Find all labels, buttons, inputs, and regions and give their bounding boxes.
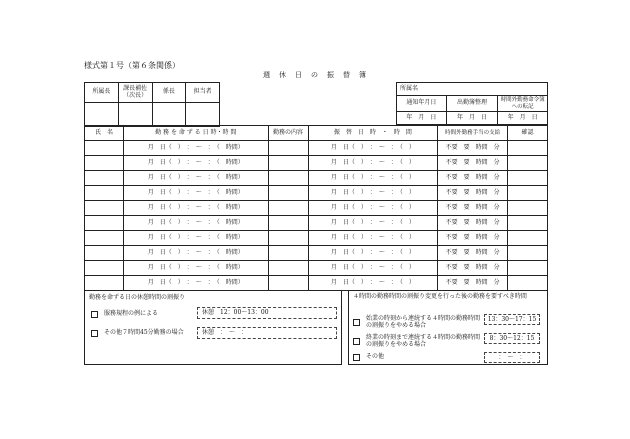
confirm-cell[interactable] [508, 246, 548, 261]
confirm-cell[interactable] [508, 186, 548, 201]
r-opt1-label: 始業の時刻から連続する４時間の勤務時間の割振りをやめる場合 [366, 315, 481, 329]
table-row [85, 246, 548, 261]
table-row [85, 156, 548, 171]
work-order-cell[interactable]: 月 日（ ） ： 〜 ： （ 時間） [123, 231, 268, 246]
department-label: 所属名 [397, 83, 548, 96]
content-cell[interactable] [268, 216, 308, 231]
stamp-cell[interactable] [152, 103, 186, 127]
table-row [85, 171, 548, 186]
r-opt3-value[interactable]: ： 〜 ： [484, 352, 540, 363]
confirm-cell[interactable] [508, 171, 548, 186]
r-opt3-checkbox[interactable] [353, 354, 360, 361]
form-number: 様式第１号（第６条関係） [84, 61, 180, 70]
r-opt2-label: 終業の時刻まで連続する４時間の勤務時間の割振りをやめる場合 [366, 334, 481, 348]
transfer-table [84, 125, 548, 291]
r-opt2-checkbox[interactable] [353, 338, 360, 345]
stamp-cell[interactable] [186, 103, 220, 127]
table-row [85, 201, 548, 216]
content-cell[interactable] [268, 261, 308, 276]
name-cell[interactable] [85, 156, 124, 171]
work-order-cell[interactable]: 月 日（ ） ： 〜 ： （ 時間） [123, 171, 268, 186]
content-cell[interactable] [268, 156, 308, 171]
work-order-cell[interactable]: 月 日（ ） ： 〜 ： （ 時間） [123, 246, 268, 261]
overtime-cell[interactable]: 不要 要 時間 分 [438, 186, 508, 201]
reassign-time-box [348, 290, 548, 365]
col-work-order-header: 勤 務 を 命 ず る 日 時・時 間 [123, 126, 268, 141]
overtime-cell[interactable]: 不要 要 時間 分 [438, 276, 508, 291]
overtime-cell[interactable]: 不要 要 時間 分 [438, 141, 508, 156]
opt2-label: その他７時間45分勤務の場合 [104, 329, 184, 337]
notify-date-field[interactable]: 年 月 日 [397, 112, 447, 125]
attendance-date-field[interactable]: 年 月 日 [446, 112, 498, 125]
col-content-header: 勤務の内容 [268, 126, 308, 141]
confirm-cell[interactable] [508, 261, 548, 276]
opt1-value: 休憩 12：00〜13：00 [197, 307, 337, 319]
col-confirm-header: 確認 [508, 126, 548, 141]
stamp-cell[interactable] [118, 103, 152, 127]
transfer-cell[interactable]: 月 日（ ） ： 〜 ： （ ） [308, 276, 438, 291]
overtime-cell[interactable]: 不要 要 時間 分 [438, 246, 508, 261]
transfer-date-field[interactable]: 年 月 日 [498, 112, 548, 125]
overtime-cell[interactable]: 不要 要 時間 分 [438, 171, 508, 186]
r-opt2-value: 8：30〜12：15 [484, 333, 540, 344]
approval-table [84, 82, 220, 127]
name-cell[interactable] [85, 231, 124, 246]
approval-header-deputy: 課長補佐（次長） [118, 83, 152, 103]
overtime-cell[interactable]: 不要 要 時間 分 [438, 156, 508, 171]
table-body [85, 141, 548, 291]
stamp-cell[interactable] [85, 103, 119, 127]
r-opt1-value: 13：30〜17：15 [484, 314, 540, 325]
content-cell[interactable] [268, 141, 308, 156]
confirm-cell[interactable] [508, 201, 548, 216]
opt1-label: 服務規程の例による [104, 310, 159, 318]
attendance-label: 出勤簿整理 [446, 96, 498, 112]
overtime-cell[interactable]: 不要 要 時間 分 [438, 216, 508, 231]
transfer-cell[interactable]: 月 日（ ） ： 〜 ： （ ） [308, 216, 438, 231]
transfer-cell[interactable]: 月 日（ ） ： 〜 ： （ ） [308, 201, 438, 216]
table-row [85, 276, 548, 291]
table-row [85, 186, 548, 201]
approval-header-chief: 係長 [152, 83, 186, 103]
page-title: 週 休 日 の 振 替 簿 [263, 71, 367, 79]
col-name-header: 氏 名 [85, 126, 124, 141]
name-cell[interactable] [85, 216, 124, 231]
confirm-cell[interactable] [508, 231, 548, 246]
approval-header-staff: 担当者 [186, 83, 220, 103]
transfer-cell[interactable]: 月 日（ ） ： 〜 ： （ ） [308, 246, 438, 261]
approval-header-dept-head: 所属長 [85, 83, 119, 103]
opt1-checkbox[interactable] [91, 311, 98, 318]
content-cell[interactable] [268, 231, 308, 246]
transfer-cell[interactable]: 月 日（ ） ： 〜 ： （ ） [308, 261, 438, 276]
confirm-cell[interactable] [508, 156, 548, 171]
overtime-cell[interactable]: 不要 要 時間 分 [438, 261, 508, 276]
confirm-cell[interactable] [508, 276, 548, 291]
confirm-cell[interactable] [508, 141, 548, 156]
r-opt3-label: その他 [366, 353, 385, 361]
name-cell[interactable] [85, 261, 124, 276]
break-time-heading: 勤務を命ずる日の休憩時間の割振り [89, 294, 186, 301]
overtime-cell[interactable]: 不要 要 時間 分 [438, 201, 508, 216]
department-box [396, 82, 548, 125]
name-cell[interactable] [85, 246, 124, 261]
table-row [85, 231, 548, 246]
content-cell[interactable] [268, 186, 308, 201]
name-cell[interactable] [85, 276, 124, 291]
reassign-heading: ４時間の勤務時間の割振り変更を行った後の勤務を要すべき時間 [353, 293, 527, 300]
content-cell[interactable] [268, 276, 308, 291]
r-opt1-checkbox[interactable] [353, 319, 360, 326]
col-overtime-header: 時間外勤務手当の支給 [438, 126, 508, 141]
transfer-cell[interactable]: 月 日（ ） ： 〜 ： （ ） [308, 186, 438, 201]
work-order-cell[interactable]: 月 日（ ） ： 〜 ： （ 時間） [123, 141, 268, 156]
work-order-cell[interactable]: 月 日（ ） ： 〜 ： （ 時間） [123, 216, 268, 231]
transfer-cell[interactable]: 月 日（ ） ： 〜 ： （ ） [308, 231, 438, 246]
transfer-label: 時間外勤務命令簿への転記 [498, 96, 548, 112]
work-order-cell[interactable]: 月 日（ ） ： 〜 ： （ 時間） [123, 261, 268, 276]
work-order-cell[interactable]: 月 日（ ） ： 〜 ： （ 時間） [123, 156, 268, 171]
opt2-value[interactable]: 休憩 ： 〜 ： [197, 327, 337, 339]
opt2-checkbox[interactable] [91, 330, 98, 337]
col-transfer-header: 振 替 日 時 ・ 時 間 [308, 126, 438, 141]
overtime-cell[interactable]: 不要 要 時間 分 [438, 231, 508, 246]
transfer-cell[interactable]: 月 日（ ） ： 〜 ： （ ） [308, 171, 438, 186]
name-cell[interactable] [85, 171, 124, 186]
table-row [85, 261, 548, 276]
work-order-cell[interactable]: 月 日（ ） ： 〜 ： （ 時間） [123, 201, 268, 216]
transfer-cell[interactable]: 月 日（ ） ： 〜 ： （ ） [308, 156, 438, 171]
confirm-cell[interactable] [508, 216, 548, 231]
table-row [85, 216, 548, 231]
content-cell[interactable] [268, 201, 308, 216]
content-cell[interactable] [268, 246, 308, 261]
name-cell[interactable] [85, 141, 124, 156]
work-order-cell[interactable]: 月 日（ ） ： 〜 ： （ 時間） [123, 186, 268, 201]
table-row [85, 141, 548, 156]
notify-date-label: 通知年月日 [397, 96, 447, 112]
transfer-cell[interactable]: 月 日（ ） ： 〜 ： （ ） [308, 141, 438, 156]
break-time-box [84, 290, 342, 365]
content-cell[interactable] [268, 171, 308, 186]
name-cell[interactable] [85, 201, 124, 216]
name-cell[interactable] [85, 186, 124, 201]
work-order-cell[interactable]: 月 日（ ） ： 〜 ： （ 時間） [123, 276, 268, 291]
